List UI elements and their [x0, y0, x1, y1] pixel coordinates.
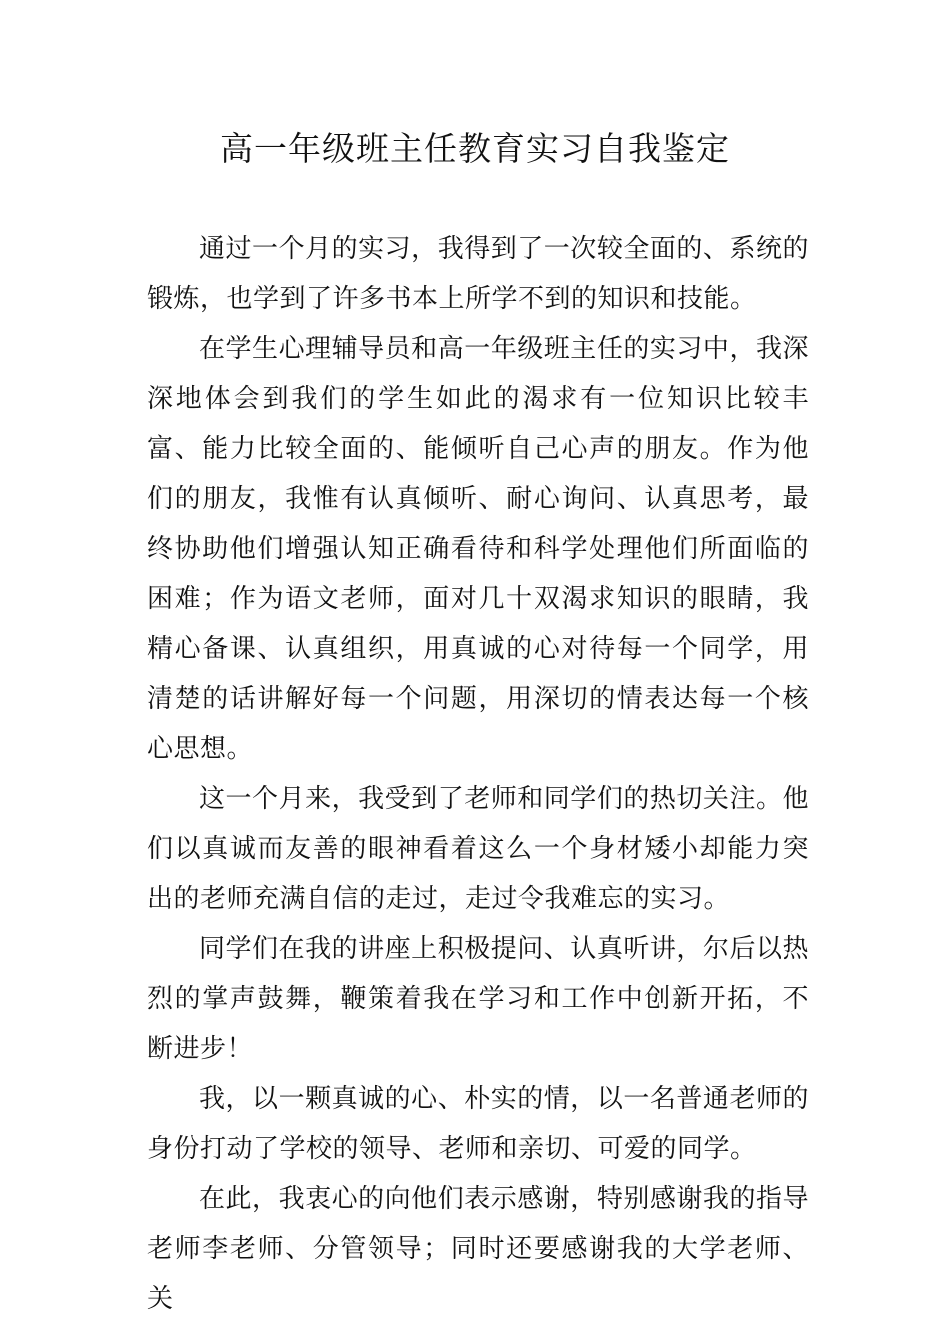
paragraph-4: 同学们在我的讲座上积极提问、认真听讲，尔后以热烈的掌声鼓舞，鞭策着我在学习和工作中创新开拓，不断进步！: [147, 934, 809, 1064]
paragraph-1: 通过一个月的实习，我得到了一次较全面的、系统的锻炼，也学到了许多书本上所学不到的知识和技能。: [147, 234, 809, 314]
paragraph-2: 在学生心理辅导员和高一年级班主任的实习中，我深深地体会到我们的学生如此的渴求有一位知识比较丰富、能力比较全面的、能倾听自己心声的朋友。作为他们的朋友，我惟有认真倾听、耐心询问、认真思考，最终协助他们增强认知正确看待和科学处理他们所面临的困难；作为语文老师，面对几十双渴求知识的眼睛，我精心备课、认真组织，用真诚的心对待每一个同学，用清楚的话讲解好每一个问题，用深切的情表达每一个核心思想。: [147, 334, 809, 764]
paragraph-3: 这一个月来，我受到了老师和同学们的热切关注。他们以真诚而友善的眼神看着这么一个身材矮小却能力突出的老师充满自信的走过，走过令我难忘的实习。: [147, 784, 809, 914]
paragraph-5: 我，以一颗真诚的心、朴实的情，以一名普通老师的身份打动了学校的领导、老师和亲切、可爱的同学。: [147, 1084, 809, 1164]
paragraph-6: 在此，我衷心的向他们表示感谢，特别感谢我的指导老师李老师、分管领导；同时还要感谢我的大学老师、关: [147, 1184, 809, 1314]
document-title: 高一年级班主任教育实习自我鉴定: [220, 129, 730, 168]
document-body: [147, 224, 809, 1324]
